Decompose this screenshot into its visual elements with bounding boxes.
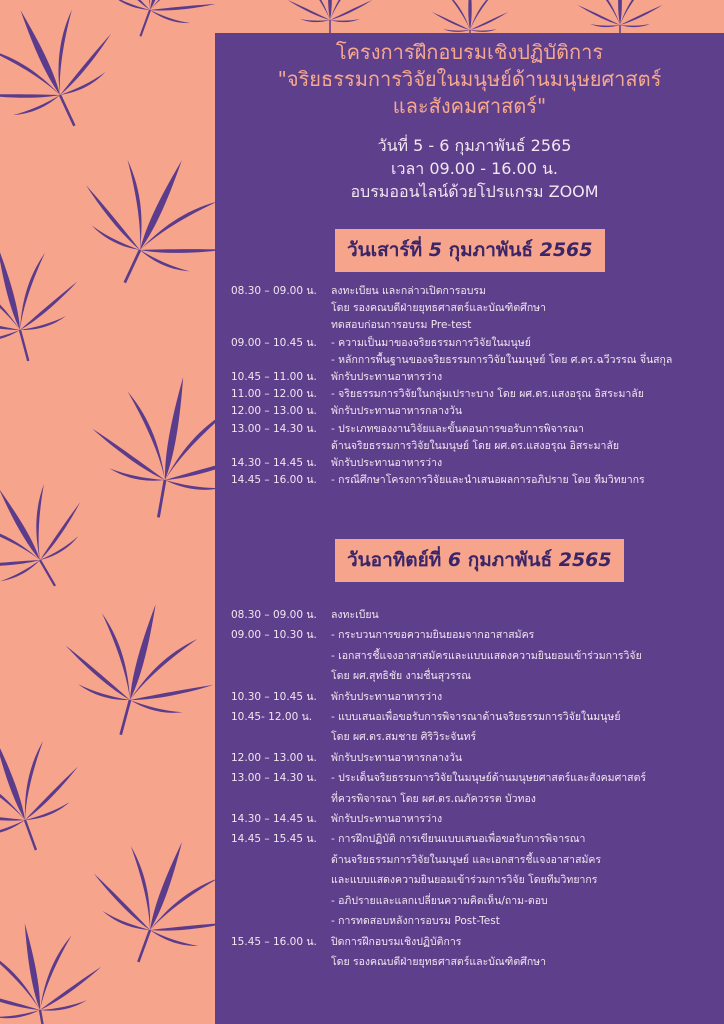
schedule-time: 14.30 – 14.45 น. [231, 457, 317, 470]
schedule-row [231, 911, 646, 931]
schedule-row [231, 768, 646, 788]
schedule-description: โดย ผศ.สุทธิชัย งามชื่นสุวรรณ [331, 670, 472, 683]
schedule-row [231, 952, 646, 972]
schedule-row [231, 707, 646, 727]
schedule-time: 12.00 – 13.00 น. [231, 751, 317, 764]
schedule-description: - การทดสอบหลังการอบรม Post-Test [331, 915, 500, 928]
schedule-row [231, 870, 646, 890]
day2-heading-year: 2565 [558, 549, 612, 571]
schedule-row [231, 369, 672, 386]
schedule-row [231, 850, 646, 870]
schedule-time: 13.00 – 14.30 น. [231, 772, 317, 785]
schedule-time: 15.45 – 16.00 น. [231, 935, 317, 948]
schedule-time [231, 727, 331, 747]
day1-schedule [231, 283, 672, 489]
schedule-row [231, 605, 646, 625]
schedule-time [231, 891, 331, 911]
schedule-description: ลงทะเบียน และกล่าวเปิดการอบรม [331, 285, 486, 297]
schedule-time [231, 850, 331, 870]
schedule-panel [215, 33, 724, 1024]
schedule-row [231, 829, 646, 849]
schedule-time: 14.30 – 14.45 น. [231, 813, 317, 826]
leaf-icon [0, 714, 100, 873]
schedule-description: ลงทะเบียน [331, 609, 379, 621]
event-date: วันที่ 5 - 6 กุมภาพันธ์ 2565 [377, 136, 572, 155]
day1-heading-month: กุมภาพันธ์ [448, 239, 533, 261]
schedule-row [231, 455, 672, 472]
schedule-time [231, 352, 331, 369]
schedule-row [231, 727, 646, 747]
schedule-time [231, 438, 331, 455]
schedule-time: 14.45 – 16.00 น. [231, 474, 317, 487]
schedule-description: - หลักการพื้นฐานของจริยธรรมการวิจัยในมนุษย์ โดย ศ.ดร.ฉวีวรรณ จึ่นสกุล [331, 353, 673, 366]
schedule-description: - ประเด็นจริยธรรมการวิจัยในมนุษย์ด้านมนุษยศาสตร์และสังคมศาสตร์ [331, 772, 647, 785]
schedule-row [231, 421, 672, 438]
schedule-time: 09.00 – 10.30 น. [231, 629, 317, 642]
leaf-icon [0, 457, 110, 618]
schedule-row [231, 625, 646, 645]
schedule-description: - อภิปรายและแลกเปลี่ยนความคิดเห็น/ถาม-ตอบ [331, 894, 548, 907]
schedule-row [231, 748, 646, 768]
leaf-icon [0, 0, 140, 156]
leaf-icon [85, 0, 233, 57]
title-line: และสังคมศาสตร์" [392, 94, 547, 118]
day2-schedule [231, 605, 646, 972]
schedule-description: พักรับประทานอาหารกลางวัน [331, 405, 463, 418]
schedule-time: 14.45 – 15.45 น. [231, 833, 317, 846]
day2-heading-day: 6 [447, 549, 462, 571]
schedule-row [231, 386, 672, 403]
schedule-time [231, 789, 331, 809]
title-line: โครงการฝึกอบรมเชิงปฏิบัติการ [335, 40, 604, 64]
schedule-description: พักรับประทานอาหารว่าง [331, 813, 443, 826]
schedule-row [231, 283, 672, 300]
schedule-row [231, 300, 672, 317]
schedule-row [231, 687, 646, 707]
schedule-time [231, 300, 331, 317]
schedule-description: พักรับประทานอาหารว่าง [331, 457, 443, 470]
schedule-row [231, 335, 672, 352]
schedule-description: ทดสอบก่อนการอบรม Pre-test [331, 319, 472, 332]
event-mode: อบรมออนไลน์ด้วยโปรแกรม ZOOM [350, 182, 599, 201]
schedule-description: - กระบวนการขอความยินยอมจากอาสาสมัคร [331, 629, 535, 642]
schedule-time [231, 952, 331, 972]
schedule-row [231, 809, 646, 829]
schedule-description: พักรับประทานอาหารว่าง [331, 690, 443, 703]
schedule-time: 10.45- 12.00 น. [231, 711, 313, 724]
schedule-description: - ความเป็นมาของจริยธรรมการวิจัยในมนุษย์ [331, 336, 531, 349]
schedule-description: - กรณีศึกษาโครงการวิจัยและนำเสนอผลการอภิปราย โดย ทีมวิทยากร [331, 474, 645, 487]
schedule-description: - เอกสารชี้แจงอาสาสมัครและแบบแสดงความยินยอมเข้าร่วมการวิจัย [331, 649, 642, 662]
day2-heading [335, 539, 624, 582]
schedule-description: - จริยธรรมการวิจัยในกลุ่มเปราะบาง โดย ผศ.ดร.แสงอรุณ อิสระมาลัย [331, 388, 644, 401]
schedule-description: โดย ผศ.ดร.สมชาย ศิริวิระจันทร์ [331, 731, 477, 744]
leaf-icon [47, 585, 230, 755]
schedule-row [231, 317, 672, 334]
title-line: "จริยธรรมการวิจัยในมนุษย์ด้านมนุษยศาสตร์ [277, 67, 662, 91]
schedule-row [231, 472, 672, 489]
schedule-row [231, 789, 646, 809]
schedule-time: 10.30 – 10.45 น. [231, 690, 317, 703]
schedule-description: - ประเภทของงานวิจัยและขั้นตอนการขอรับการพิจารณา [331, 422, 584, 435]
schedule-time: 13.00 – 14.30 น. [231, 422, 317, 435]
schedule-row [231, 932, 646, 952]
schedule-row [231, 403, 672, 420]
event-time: เวลา 09.00 - 16.00 น. [391, 159, 558, 178]
day2-heading-prefix: วันอาทิตย์ที่ [347, 549, 442, 571]
schedule-row [231, 666, 646, 686]
schedule-description: ปิดการฝึกอบรมเชิงปฏิบัติการ [331, 935, 462, 948]
schedule-time: 09.00 – 10.45 น. [231, 336, 317, 349]
leaf-icon [0, 912, 113, 1024]
schedule-description: ด้านจริยธรรมการวิจัยในมนุษย์ โดย ผศ.ดร.แสงอรุณ อิสระมาลัย [331, 439, 619, 452]
schedule-row [231, 352, 672, 369]
schedule-description: โดย รองคณบดีฝ่ายยุทธศาสตร์และบัณฑิตศึกษา [331, 302, 547, 315]
schedule-time [231, 870, 331, 890]
schedule-row [231, 646, 646, 666]
schedule-description: โดย รองคณบดีฝ่ายยุทธศาสตร์และบัณฑิตศึกษา [331, 955, 547, 968]
schedule-row [231, 891, 646, 911]
schedule-time: 10.45 – 11.00 น. [231, 371, 317, 384]
schedule-time: 11.00 – 12.00 น. [231, 388, 317, 401]
day1-heading [335, 229, 605, 272]
schedule-row [231, 438, 672, 455]
day1-heading-prefix: วันเสาร์ที่ [347, 239, 423, 261]
project-title [215, 39, 724, 120]
day1-heading-year: 2565 [539, 239, 593, 261]
event-info [215, 134, 724, 203]
schedule-description: ด้านจริยธรรมการวิจัยในมนุษย์ และเอกสารชี้แจงอาสาสมัคร [331, 853, 602, 866]
schedule-time [231, 317, 331, 334]
schedule-description: พักรับประทานอาหารว่าง [331, 371, 443, 384]
schedule-time: 12.00 – 13.00 น. [231, 405, 317, 418]
schedule-description: ที่ควรพิจารณา โดย ผศ.ดร.ณภัควรรต บัวทอง [331, 792, 536, 805]
schedule-time [231, 911, 331, 931]
schedule-description: พักรับประทานอาหารกลางวัน [331, 751, 463, 764]
day1-heading-day: 5 [428, 239, 443, 261]
schedule-description: และแบบแสดงความยินยอมเข้าร่วมการวิจัย โดยทีมวิทยากร [331, 874, 598, 887]
leaf-icon [0, 227, 94, 378]
schedule-time: 08.30 – 09.00 น. [231, 285, 317, 297]
schedule-description: - การฝึกปฏิบัติ การเขียนแบบเสนอเพื่อขอรับการพิจารณา [331, 833, 586, 846]
schedule-description: - แบบเสนอเพื่อขอรับการพิจารณาด้านจริยธรรมการวิจัยในมนุษย์ [331, 711, 621, 724]
schedule-time [231, 646, 331, 666]
schedule-time: 08.30 – 09.00 น. [231, 609, 317, 621]
day2-heading-month: กุมภาพันธ์ [467, 549, 553, 571]
schedule-time [231, 666, 331, 686]
